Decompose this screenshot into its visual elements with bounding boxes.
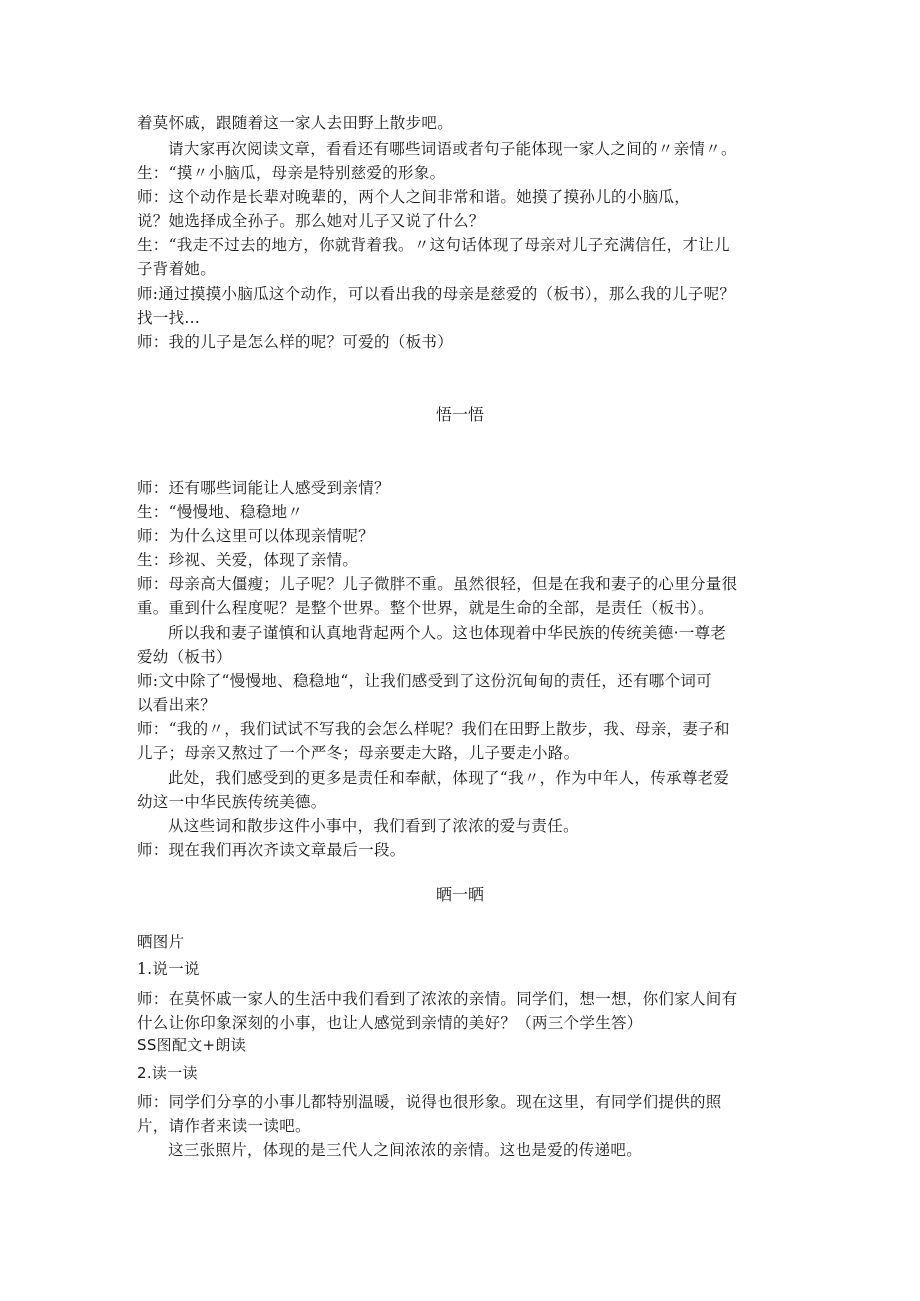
section-heading-wu: 悟一悟 bbox=[435, 405, 484, 424]
text-line: 2.读一读 bbox=[137, 1064, 198, 1082]
text-line: 生：“摸〃小脑瓜，母亲是特别慈爱的形象。 bbox=[137, 164, 446, 182]
text-line: 什么让你印象深刻的小事，也让人感觉到亲情的美好？（两三个学生答） bbox=[137, 1014, 643, 1032]
text-line: 着莫怀戚，跟随着这一家人去田野上散步吧。 bbox=[137, 114, 454, 132]
text-line: 师：现在我们再次齐读文章最后一段。 bbox=[137, 841, 406, 859]
text-line: 师：还有哪些词能让人感受到亲情？ bbox=[137, 479, 390, 497]
text-line: 以看出来？ bbox=[137, 696, 217, 714]
text-line: 这三张照片，体现的是三代人之间浓浓的亲情。这也是爱的传递吧。 bbox=[168, 1141, 643, 1159]
text-line: 师：在莫怀戚一家人的生活中我们看到了浓浓的亲情。同学们，想一想，你们家人间有 bbox=[137, 990, 738, 1008]
text-line: 生：“我走不过去的地方，你就背着我。〃这句话体现了母亲对儿子充满信任，才让儿 bbox=[137, 236, 730, 254]
text-line: 师：“我的〃，我们试试不写我的会怎么样呢？我们在田野上散步，我、母亲，妻子和 bbox=[137, 720, 730, 738]
text-line: 师:通过摸摸小脑瓜这个动作，可以看出我的母亲是慈爱的（板书），那么我的儿子呢？ bbox=[137, 285, 736, 303]
text-line: 请大家再次阅读文章，看看还有哪些词语或者句子能体现一家人之间的〃亲情〃。 bbox=[168, 140, 737, 158]
text-line: 1.说一说 bbox=[137, 960, 200, 978]
text-line: 儿子；母亲又熬过了一个严冬；母亲要走大路，儿子要走小路。 bbox=[137, 744, 580, 762]
text-line: 说？她选择成全孙子。那么她对儿子又说了什么？ bbox=[137, 212, 485, 230]
text-line: 晒图片 bbox=[137, 933, 185, 951]
text-line: 师：母亲高大僵瘦；儿子呢？儿子微胖不重。虽然很轻，但是在我和妻子的心里分量很 bbox=[137, 575, 738, 593]
section-heading-shai: 晒一晒 bbox=[435, 885, 484, 904]
text-line: 师:文中除了“慢慢地、稳稳地“，让我们感受到了这份沉甸甸的责任，还有哪个词可 bbox=[137, 672, 712, 690]
text-line: 此处，我们感受到的更多是责任和奉献，体现了“我〃，作为中年人，传承尊老爱 bbox=[168, 769, 730, 787]
text-line: 师：我的儿子是怎么样的呢？可爱的（板书） bbox=[137, 333, 454, 351]
text-line: SS图配文+朗读 bbox=[137, 1036, 247, 1054]
text-line: 师：同学们分享的小事儿都特别温暖，说得也很形象。现在这里，有同学们提供的照 bbox=[137, 1093, 722, 1111]
text-line: 幼这一中华民族传统美德。 bbox=[137, 793, 327, 811]
text-line: 子背着她。 bbox=[137, 260, 217, 278]
text-line: 从这些词和散步这件小事中，我们看到了浓浓的爱与责任。 bbox=[168, 817, 579, 835]
text-line: 生：珍视、关爱，体现了亲情。 bbox=[137, 551, 359, 569]
text-line: 师：这个动作是长辈对晚辈的，两个人之间非常和谐。她摸了摸孙儿的小脑瓜， bbox=[137, 188, 691, 206]
text-line: 爱幼（板书） bbox=[137, 648, 232, 666]
text-line: 片，请作者来读一读吧。 bbox=[137, 1117, 311, 1135]
text-line: 重。重到什么程度呢？是整个世界。整个世界，就是生命的全部，是责任（板书）。 bbox=[137, 599, 714, 617]
text-line: 所以我和妻子谨慎和认真地背起两个人。这也体现着中华民族的传统美德·一尊老 bbox=[168, 624, 727, 642]
text-line: 生：“慢慢地、稳稳地〃 bbox=[137, 503, 304, 521]
text-line: 找一找... bbox=[137, 309, 201, 327]
text-line: 师：为什么这里可以体现亲情呢？ bbox=[137, 527, 375, 545]
